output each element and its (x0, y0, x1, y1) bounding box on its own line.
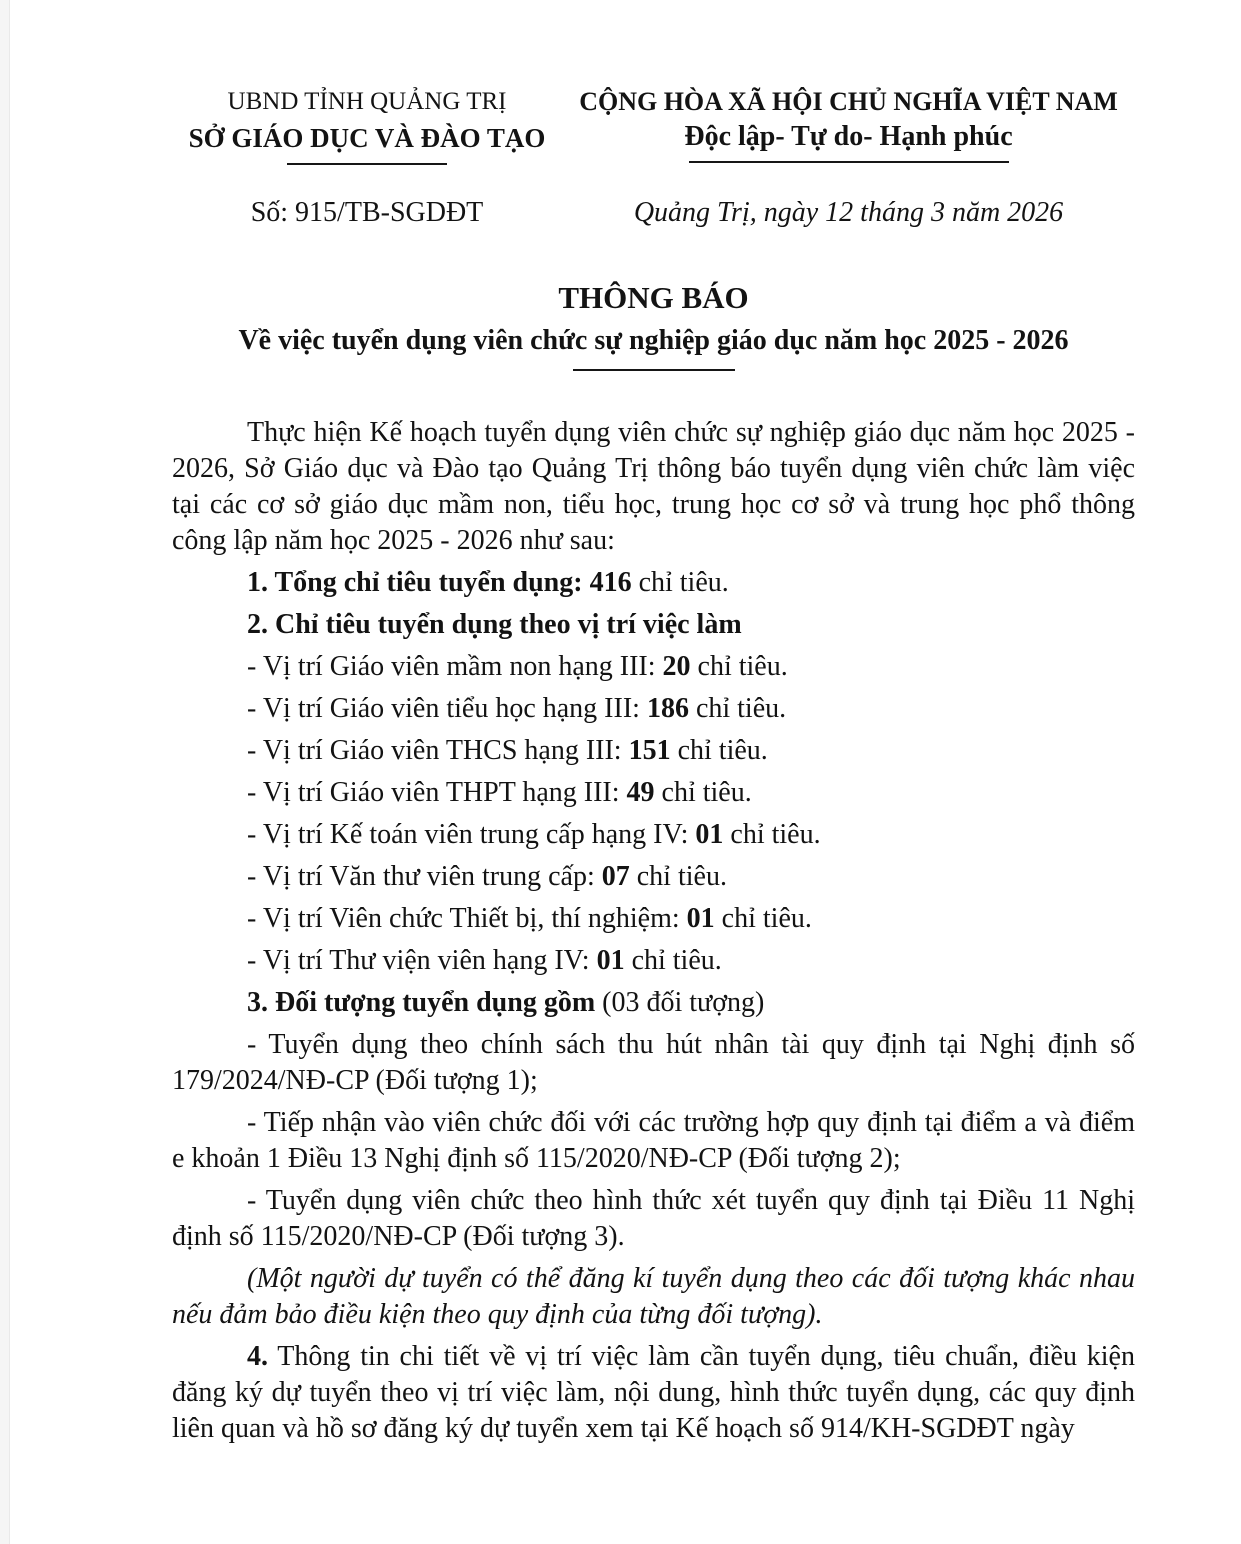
header-right-rule (689, 161, 1009, 163)
position-suffix: chỉ tiêu. (688, 693, 787, 724)
section-3-regular-text: (03 đối tượng) (595, 987, 765, 1018)
document-title: THÔNG BÁO (558, 280, 749, 315)
section-1-heading (172, 565, 1135, 601)
position-count: 01 (686, 903, 715, 934)
issue-date: Quảng Trị, ngày 12 tháng 3 năm 2026 (633, 197, 1064, 228)
target-item: - Tiếp nhận vào viên chức đối với các trường hợp quy định tại điểm a và điểm e khoản 1 Điều 13 Nghị định số 115/2020/NĐ-CP (Đối tượng 2); (172, 1107, 1135, 1174)
note-paragraph: (Một người dự tuyển có thể đăng kí tuyển dụng theo các đối tượng khác nhau nếu đảm bảo điều kiện theo quy định của từng đối tượng). (172, 1263, 1135, 1330)
page-edge-strip (0, 0, 10, 1544)
position-text: - Vị trí Giáo viên mầm non hạng III: (247, 651, 663, 682)
national-header-block (562, 86, 1135, 165)
position-text: - Vị trí Giáo viên tiểu học hạng III: (247, 693, 647, 724)
position-item (172, 649, 1135, 685)
document-subtitle: Về việc tuyển dụng viên chức sự nghiệp giáo dục năm học 2025 - 2026 (238, 325, 1069, 356)
position-count: 20 (662, 651, 691, 682)
position-suffix: chỉ tiêu. (714, 903, 812, 934)
position-item (172, 901, 1135, 937)
position-text: - Vị trí Thư viện viên hạng IV: (247, 945, 597, 976)
section-4-paragraph (172, 1339, 1135, 1447)
position-text: - Vị trí Văn thư viên trung cấp: (247, 861, 602, 892)
issuing-authority-name: SỞ GIÁO DỤC VÀ ĐÀO TẠO (188, 123, 546, 153)
position-item (172, 691, 1135, 727)
position-count: 49 (626, 777, 655, 808)
position-text: - Vị trí Giáo viên THCS hạng III: (247, 735, 629, 766)
document-number: Số: 915/TB-SGDĐT (250, 197, 484, 228)
position-text: - Vị trí Viên chức Thiết bị, thí nghiệm: (247, 903, 687, 934)
position-count: 01 (596, 945, 625, 976)
position-item (172, 859, 1135, 895)
position-item (172, 733, 1135, 769)
position-count: 151 (628, 735, 671, 766)
position-text: - Vị trí Giáo viên THPT hạng III: (247, 777, 627, 808)
section-4-regular-text: Thông tin chi tiết về vị trí việc làm cần tuyển dụng, tiêu chuẩn, điều kiện đăng ký dự tuyển theo vị trí việc làm, nội dung, hình thức tuyển dụng, các quy định liên quan và hồ sơ đăng ký dự tuyển xem tại Kế hoạch số 914/KH-SGDĐT ngày (172, 1341, 1135, 1444)
title-block (172, 279, 1135, 371)
position-suffix: chỉ tiêu. (654, 777, 752, 808)
position-suffix: chỉ tiêu. (624, 945, 722, 976)
national-motto: Độc lập- Tự do- Hạnh phúc (684, 121, 1013, 152)
document-meta-row (172, 195, 1135, 231)
document-body (172, 415, 1135, 1447)
position-count: 186 (646, 693, 689, 724)
position-item (172, 775, 1135, 811)
document-header (172, 86, 1135, 165)
issuing-authority-parent: UBND TỈNH QUẢNG TRỊ (227, 88, 507, 115)
section-2-heading: 2. Chỉ tiêu tuyển dụng theo vị trí việc làm (247, 609, 742, 640)
position-count: 01 (695, 819, 724, 850)
position-item (172, 943, 1135, 979)
section-3-heading (172, 985, 1135, 1021)
target-item: - Tuyển dụng viên chức theo hình thức xét tuyển quy định tại Điều 11 Nghị định số 115/2020/NĐ-CP (Đối tượng 3). (172, 1185, 1135, 1252)
position-item (172, 817, 1135, 853)
position-suffix: chỉ tiêu. (629, 861, 727, 892)
header-left-rule (287, 163, 447, 165)
title-rule (573, 369, 735, 371)
position-count: 07 (601, 861, 630, 892)
section-4-bold-text: 4. (247, 1341, 268, 1372)
section-1-regular-text: chỉ tiêu. (631, 567, 729, 598)
issuing-authority-block (172, 86, 562, 165)
intro-paragraph: Thực hiện Kế hoạch tuyển dụng viên chức sự nghiệp giáo dục năm học 2025 - 2026, Sở Giáo dục và Đào tạo Quảng Trị thông báo tuyển dụng viên chức làm việc tại các cơ sở giáo dục mầm non, tiểu học, trung học cơ sở và trung học phổ thông công lập năm học 2025 - 2026 như sau: (172, 417, 1135, 556)
position-suffix: chỉ tiêu. (690, 651, 788, 682)
position-suffix: chỉ tiêu. (723, 819, 821, 850)
national-title: CỘNG HÒA XÃ HỘI CHỦ NGHĨA VIỆT NAM (579, 87, 1118, 116)
position-text: - Vị trí Kế toán viên trung cấp hạng IV: (247, 819, 696, 850)
target-item: - Tuyển dụng theo chính sách thu hút nhân tài quy định tại Nghị định số 179/2024/NĐ-CP (Đối tượng 1); (172, 1029, 1135, 1096)
section-1-bold-text: 1. Tổng chỉ tiêu tuyển dụng: 416 (247, 567, 632, 598)
position-suffix: chỉ tiêu. (670, 735, 768, 766)
section-3-bold-text: 3. Đối tượng tuyển dụng gồm (247, 987, 596, 1018)
